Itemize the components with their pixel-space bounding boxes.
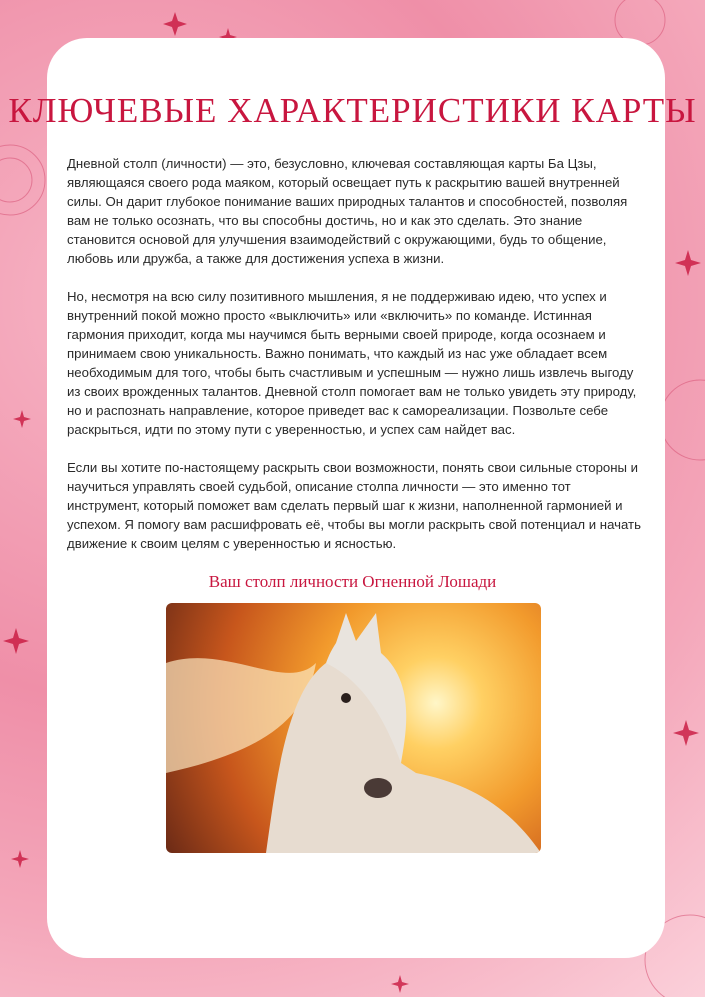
sparkle-icon: [163, 12, 187, 36]
horse-illustration: [166, 603, 541, 853]
content-column: [0, 86, 705, 853]
paragraph: Если вы хотите по-настоящему раскрыть свои возможности, понять свои сильные стороны и научиться управлять своей судьбой, описание столпа личности — это именно тот инструмент, который поможет вам сделать первый шаг к жизни, наполненной гармонией и успехом. Я помогу вам расшифровать её, чтобы вы могли раскрыть свой потенциал и начать движение к своим целям с уверенностью и ясностью.: [67, 460, 641, 551]
paragraph: Но, несмотря на всю силу позитивного мышления, я не поддерживаю идею, что успех и внутренний покой можно просто «выключить» или «включить» по команде. Истинная гармония приходит, когда мы научимся быть верными своей природе, когда осознаем и принимаем свою уникальность. Важно понимать, что каждый из нас уже обладает всем необходимым для того, чтобы быть счастливым и успешным — нужно лишь извлечь выгоду из своих врожденных талантов. Дневной столп помогает вам не только увидеть эту природу, но и распознать направление, которое приведет вас к самореализации. Позвольте себе раскрыться, идти по этому пути с уверенностью, и успех сам найдет вас.: [67, 289, 637, 437]
paragraph: Дневной столп (личности) — это, безусловно, ключевая составляющая карты Ба Цзы, являющаяся своего рода маяком, который освещает путь к раскрытию вашей внутренней силы. Он дарит глубокое понимание ваших природных талантов и способностей, позволяя вам не только осознать, что вы способны достичь, но и как это сделать. Это знание становится основой для улучшения взаимодействий с окружающими, будь то общение, любовь или дружба, а также для достижения успеха в жизни.: [67, 156, 628, 266]
horse-image: [166, 603, 541, 853]
section-subtitle: Ваш столп личности Огненной Лошади: [208, 572, 497, 591]
sparkle-icon: [391, 975, 409, 993]
page-title: КЛЮЧЕВЫЕ ХАРАКТЕРИСТИКИ КАРТЫ: [8, 91, 697, 130]
body-text: [67, 154, 647, 553]
